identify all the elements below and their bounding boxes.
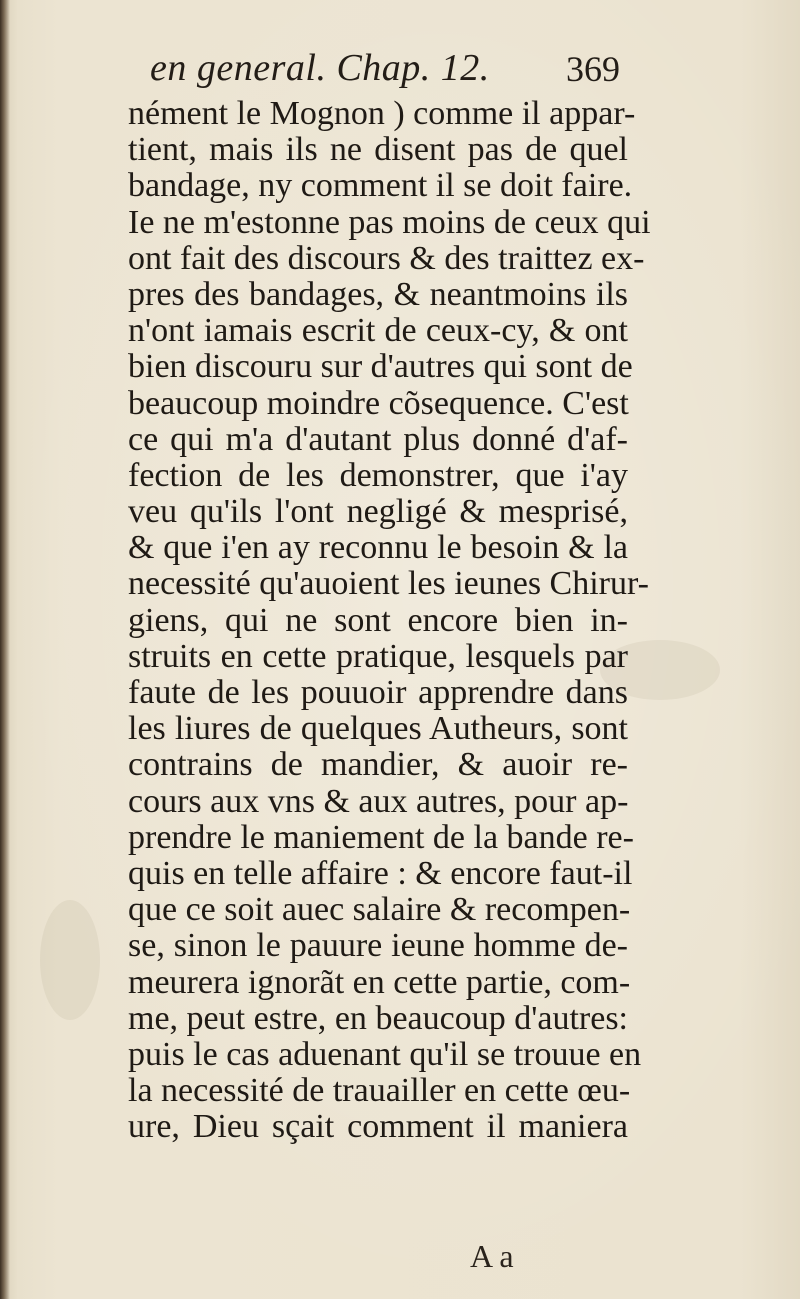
text-line: & que i'en ay reconnu le besoin & la [128, 529, 628, 567]
running-head [140, 38, 620, 98]
text-line: se, sinon le pauure ieune homme de- [128, 927, 628, 965]
text-line: contrains de mandier, & auoir re- [128, 746, 628, 784]
text-line: ure, Dieu sçait comment il maniera [128, 1108, 628, 1146]
text-line: nément le Mognon ) comme il appar- [128, 95, 636, 132]
paper-stain [40, 900, 100, 1020]
text-line: puis le cas aduenant qu'il se trouue en [128, 1035, 642, 1073]
text-line: bien discouru sur d'autres qui sont de [128, 348, 633, 386]
text-line: me, peut estre, en beaucoup d'autres: [128, 999, 628, 1037]
text-line: ont fait des discours & des traittez ex- [128, 239, 645, 277]
text-line: les liures de quelques Autheurs, sont [128, 710, 628, 748]
text-line: pres des bandages, & neantmoins ils [128, 275, 628, 313]
text-line: beaucoup moindre cõsequence. C'est [128, 384, 629, 422]
signature-mark: A a [470, 1238, 514, 1274]
text-line: meurera ignorãt en cette partie, com- [128, 963, 631, 1001]
body-text [128, 95, 651, 1146]
text-line: veu qu'ils l'ont negligé & mesprisé, [128, 493, 628, 531]
text-line: tient, mais ils ne disent pas de quel [128, 131, 628, 169]
text-line: giens, qui ne sont encore bien in- [128, 601, 628, 639]
text-line: bandage, ny comment il se doit faire. [128, 167, 633, 205]
text-line: la necessité de trauailler en cette œu- [128, 1072, 631, 1110]
text-line: necessité qu'auoient les ieunes Chirur- [128, 565, 649, 603]
text-line: cours aux vns & aux autres, pour ap- [128, 782, 629, 820]
page-gutter [0, 0, 10, 1299]
text-line: prendre le maniement de la bande re- [128, 818, 634, 856]
text-line: Ie ne m'estonne pas moins de ceux qui [128, 203, 651, 241]
text-line: quis en telle affaire : & encore faut-il [128, 854, 633, 892]
text-line: faute de les pouuoir apprendre dans [128, 674, 628, 711]
text-line: ce qui m'a d'autant plus donné d'af- [128, 420, 628, 458]
page-number: 369 [566, 49, 620, 89]
text-line: fection de les demonstrer, que i'ay [128, 456, 628, 494]
text-line: n'ont iamais escrit de ceux-cy, & ont [128, 312, 628, 350]
text-line: struits en cette pratique, lesquels par [128, 637, 628, 675]
text-line: que ce soit auec salaire & recompen- [128, 891, 631, 929]
running-head-title: en general. Chap. 12. [150, 47, 490, 89]
